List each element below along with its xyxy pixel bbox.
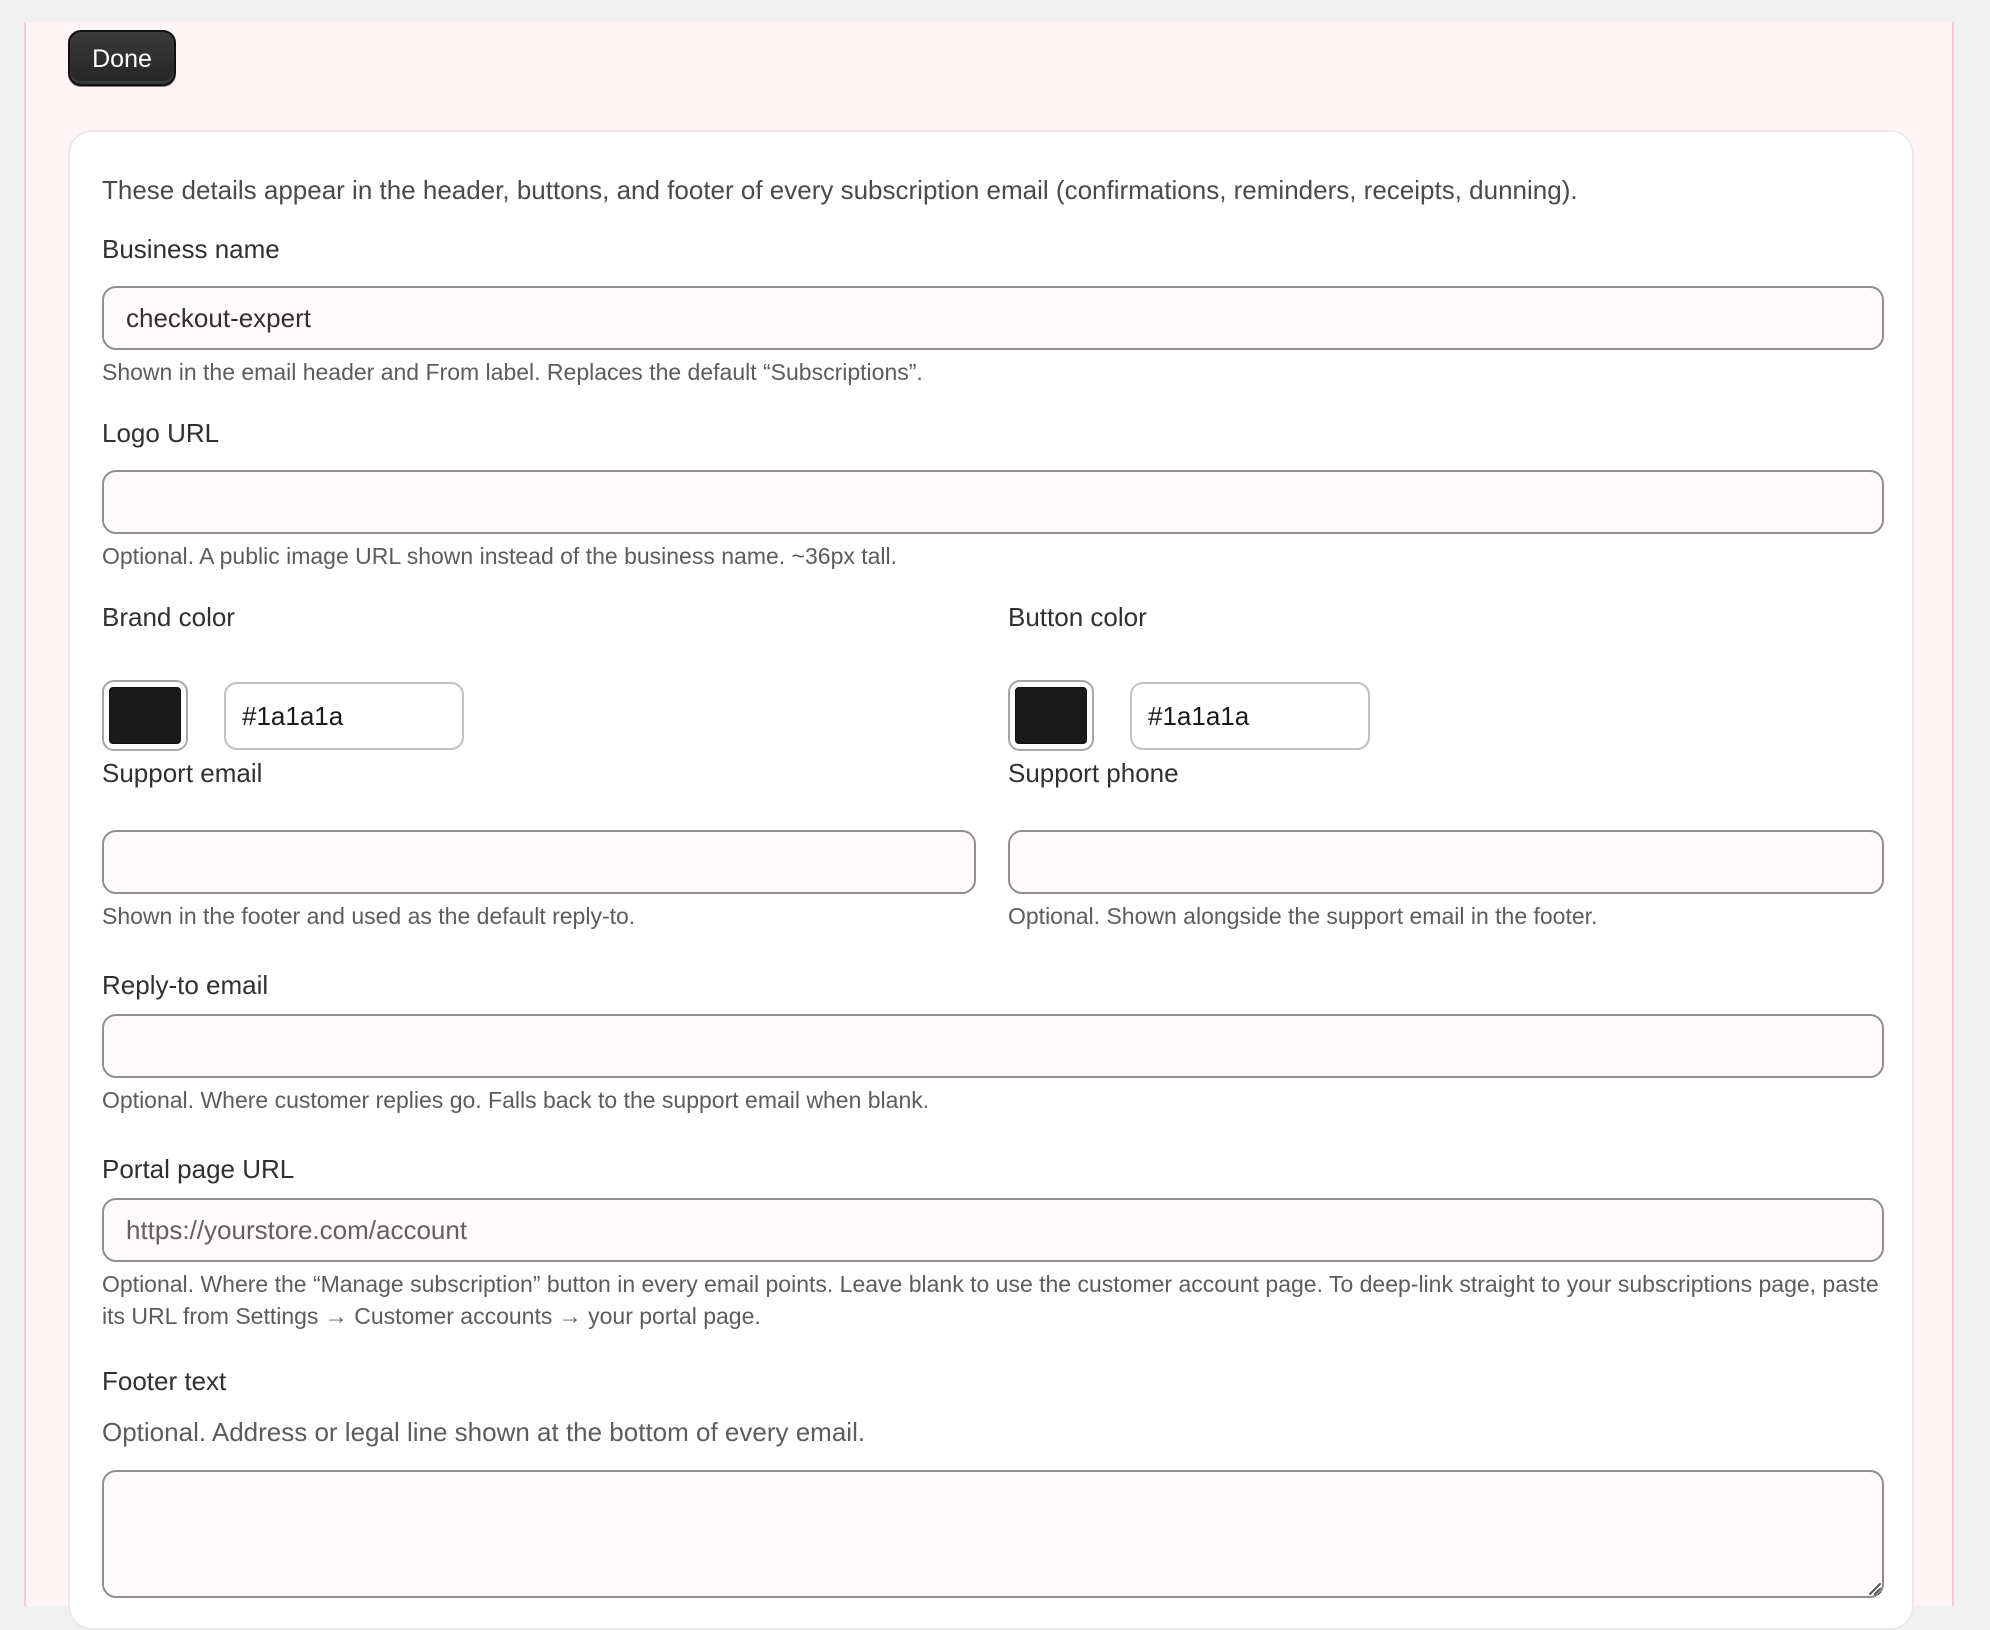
business-name-label: Business name xyxy=(102,234,280,264)
footer-text-label: Footer text xyxy=(102,1366,227,1396)
reply-to-email-help-text: Optional. Where customer replies go. Falls back to the support email when blank. xyxy=(102,1087,930,1113)
support-email-help-text: Shown in the footer and used as the default reply-to. xyxy=(102,903,636,929)
logo-url-help-text: Optional. A public image URL shown instead of the business name. ~36px tall. xyxy=(102,543,898,569)
support-phone-help-text: Optional. Shown alongside the support email in the footer. xyxy=(1008,903,1598,929)
reply-to-email-label: Reply-to email xyxy=(102,970,269,1000)
reply-to-email-input[interactable] xyxy=(102,1014,1884,1078)
portal-page-url-help-text: Optional. Where the “Manage subscription” button in every email points. Leave blank to use the customer account page. To deep-link straight to your subscriptions page, paste its URL from Settings → Customer accounts → your portal page. xyxy=(102,1271,1879,1329)
button-color-hex-input[interactable] xyxy=(1130,682,1370,750)
support-phone-input[interactable] xyxy=(1008,830,1884,894)
logo-url-input[interactable] xyxy=(102,470,1884,534)
brand-color-preview xyxy=(109,687,181,744)
resize-handle-icon[interactable] xyxy=(1866,1580,1882,1596)
business-name-input[interactable] xyxy=(102,286,1884,350)
done-button[interactable]: Done xyxy=(68,30,176,86)
logo-url-label: Logo URL xyxy=(102,418,220,448)
brand-color-hex-input[interactable] xyxy=(224,682,464,750)
settings-intro-text: These details appear in the header, buttons, and footer of every subscription email (confirmations, reminders, receipts, dunning). xyxy=(102,175,1578,205)
portal-page-url-input[interactable] xyxy=(102,1198,1884,1262)
branding-settings-card xyxy=(68,130,1914,1630)
button-color-label: Button color xyxy=(1008,602,1147,632)
support-email-input[interactable] xyxy=(102,830,976,894)
support-email-label: Support email xyxy=(102,758,263,788)
brand-color-swatch[interactable] xyxy=(102,680,188,751)
button-color-swatch[interactable] xyxy=(1008,680,1094,751)
email-branding-panel xyxy=(24,22,1954,1606)
button-color-preview xyxy=(1015,687,1087,744)
support-phone-label: Support phone xyxy=(1008,758,1179,788)
footer-text-help-text: Optional. Address or legal line shown at the bottom of every email. xyxy=(102,1417,866,1447)
footer-text-textarea[interactable] xyxy=(102,1470,1884,1598)
brand-color-label: Brand color xyxy=(102,602,235,632)
business-name-help-text: Shown in the email header and From label. Replaces the default “Subscriptions”. xyxy=(102,359,923,385)
portal-page-url-label: Portal page URL xyxy=(102,1154,295,1184)
